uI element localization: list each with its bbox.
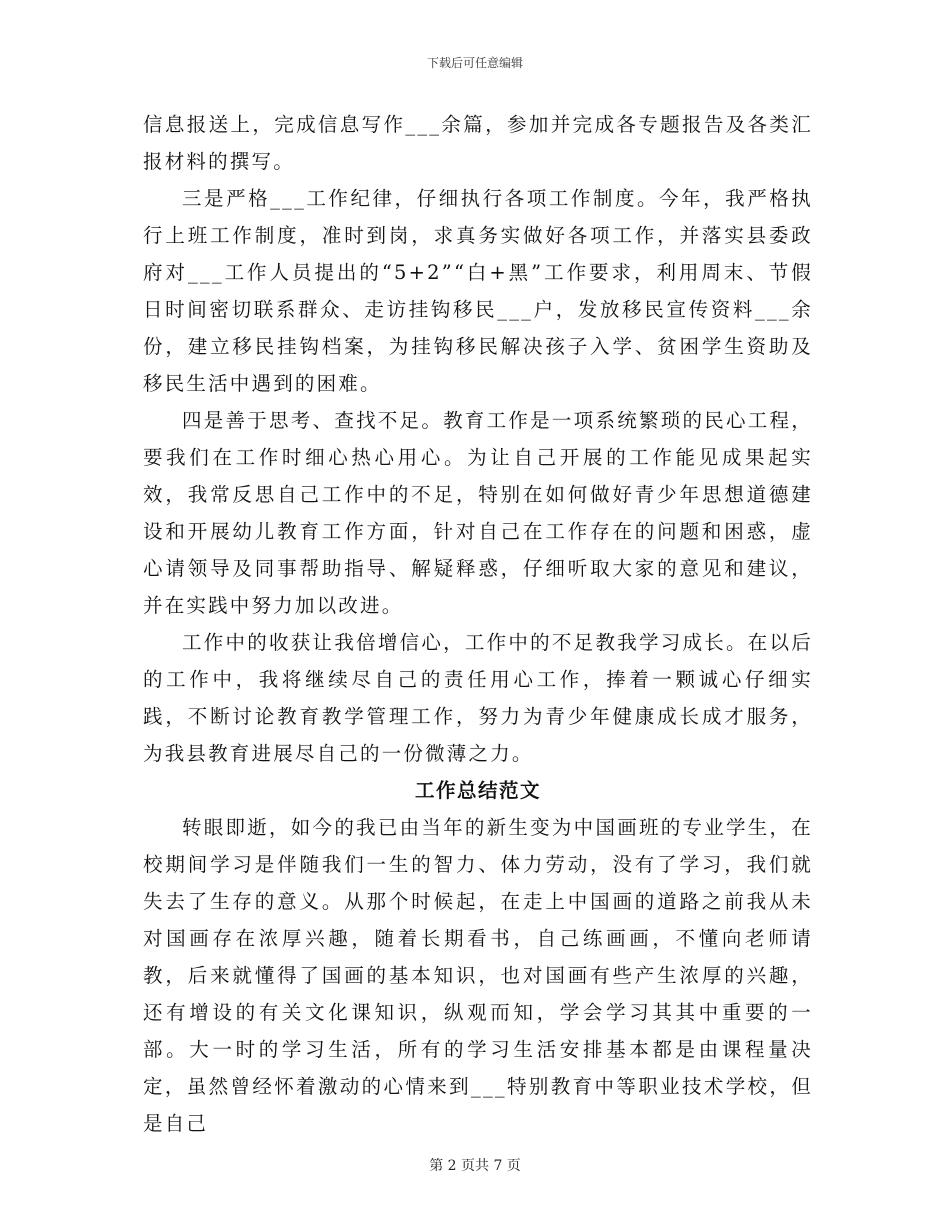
paragraph-reflection: 四是善于思考、查找不足。教育工作是一项系统繁琐的民心工程，要我们在工作时细心热心用心。为让自己开展的工作能见成果起实效，我常反思自己工作中的不足，特别在如何做好青少年思想道德建设和开展幼儿教育工作方面，针对自己在工作存在的问题和困惑，虚心请领导及同事帮助指导、解疑释惑，仔细听取大家的意见和建议，并在实践中努力加以改进。 xyxy=(143,409,813,617)
paragraph-continuation: 信息报送上，完成信息写作___余篇，参加并完成各专题报告及各类汇报材料的撰写。 xyxy=(143,113,813,173)
paragraph-closing: 工作中的收获让我倍增信心，工作中的不足教我学习成长。在以后的工作中，我将继续尽自己的责任用心工作，捧着一颗诚心仔细实践，不断讨论教育教学管理工作，努力为青少年健康成长成才服务，为我县教育进展尽自己的一份微薄之力。 xyxy=(143,631,813,765)
page-header: 下载后可任意编辑 xyxy=(426,56,523,70)
paragraph-summary-intro: 转眼即逝，如今的我已由当年的新生变为中国画班的专业学生，在校期间学习是伴随我们一生的智力、体力劳动，没有了学习，我们就失去了生存的意义。从那个时候起，在走上中国画的道路之前我从未对国画存在浓厚兴趣，随着长期看书，自己练画画，不懂向老师请教，后来就懂得了国画的基本知识，也对国画有些产生浓厚的兴趣，还有增设的有关文化课知识，纵观而知，学会学习其其中重要的一部。大一时的学习生活，所有的学习生活安排基本都是由课程量决定，虽然曾经怀着激动的心情来到___特别教育中等职业技术学校，但是自己 xyxy=(143,816,813,1135)
section-title: 工作总结范文 xyxy=(414,779,541,802)
document-body xyxy=(143,106,813,1142)
page-footer: 第 2 页共 7 页 xyxy=(429,1158,521,1174)
paragraph-work-discipline: 三是严格___工作纪律，仔细执行各项工作制度。今年，我严格执行上班工作制度，准时到岗，求真务实做好各项工作，并落实县委政府对___工作人员提出的“5+2”“白+黑”工作要求，利用周末、节假日时间密切联系群众、走访挂钩移民___户，发放移民宣传资料___余份，建立移民挂钩档案，为挂钩移民解决孩子入学、贫困学生资助及移民生活中遇到的困难。 xyxy=(143,187,813,395)
